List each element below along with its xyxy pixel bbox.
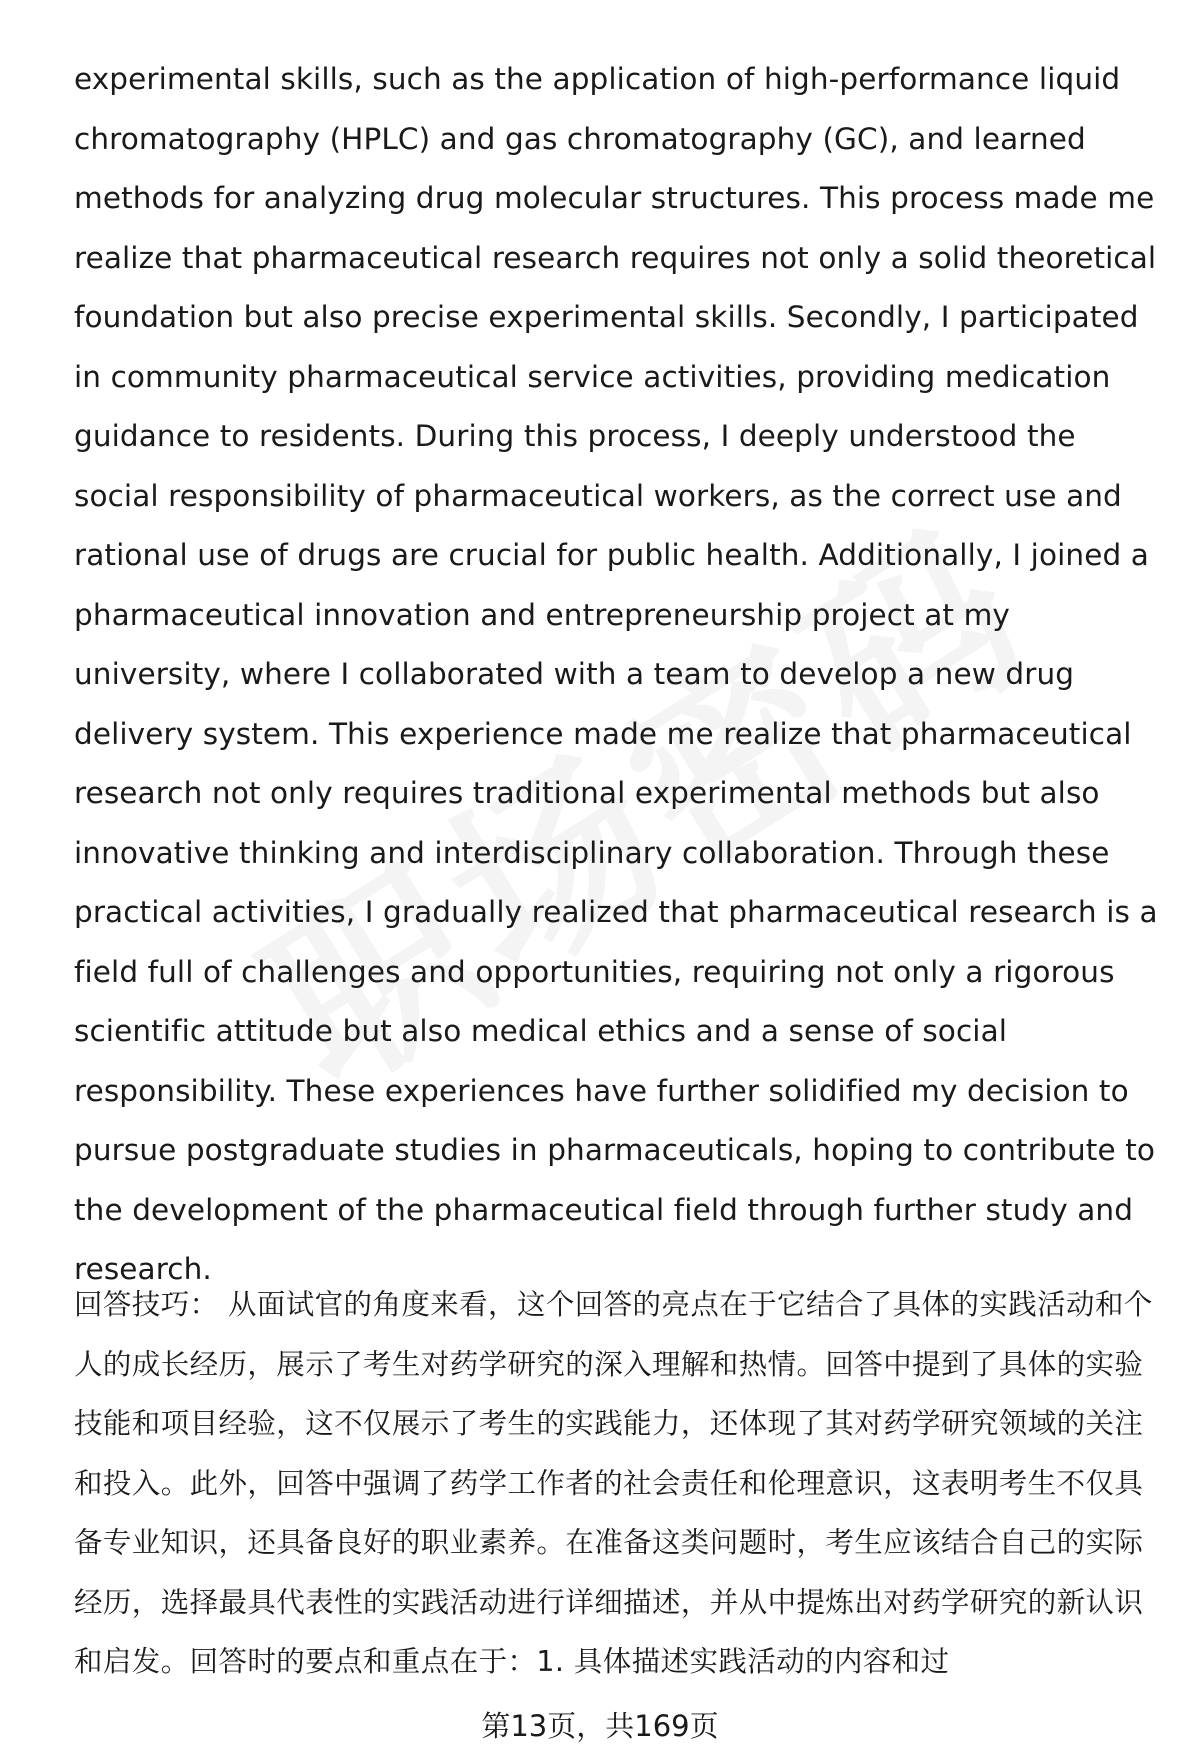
page-number-footer: 第13页，共169页: [481, 1709, 719, 1743]
answer-tips-paragraph: 回答技巧： 从面试官的角度来看，这个回答的亮点在于它结合了具体的实践活动和个人的成长经历，展示了考生对药学研究的深入理解和热情。回答中提到了具体的实验技能和项目经验，这不仅展示了考生的实践能力，还体现了其对药学研究领域的关注和投入。此外，回答中强调了药学工作者的社会责任和伦理意识，这表明考生不仅具备专业知识，还具备良好的职业素养。在准备这类问题时，考生应该结合自己的实际经历，选择最具代表性的实践活动进行详细描述，并从中提炼出对药学研究的新认识和启发。回答时的要点和重点在于：1. 具体描述实践活动的内容和过: [74, 1288, 1153, 1678]
english-answer-paragraph: experimental skills, such as the application of high-performance liquid chromatography (HPLC) and gas chromatography (GC), and learned methods for analyzing drug molecular structures. This process made me realize that pharmaceutical research requires not only a solid theoretical foundation but also precise experimental skills. Secondly, I participated in community pharmaceutical service activities, providing medication guidance to residents. During this process, I deeply understood the social responsibility of pharmaceutical workers, as the correct use and rational use of drugs are crucial for public health. Additionally, I joined a pharmaceutical innovation and entrepreneurship project at my university, where I collaborated with a team to develop a new drug delivery system. This experience made me realize that pharmaceutical research not only requires traditional experimental methods but also innovative thinking and interdisciplinary collaboration. Through these practical activities, I gradually realized that pharmaceutical research is a field full of challenges and opportunities, requiring not only a rigorous scientific attitude but also medical ethics and a sense of social responsibility. These experiences have further solidified my decision to pursue postgraduate studies in pharmaceuticals, hoping to contribute to the development of the pharmaceutical field through further study and research.: [74, 62, 1158, 1286]
